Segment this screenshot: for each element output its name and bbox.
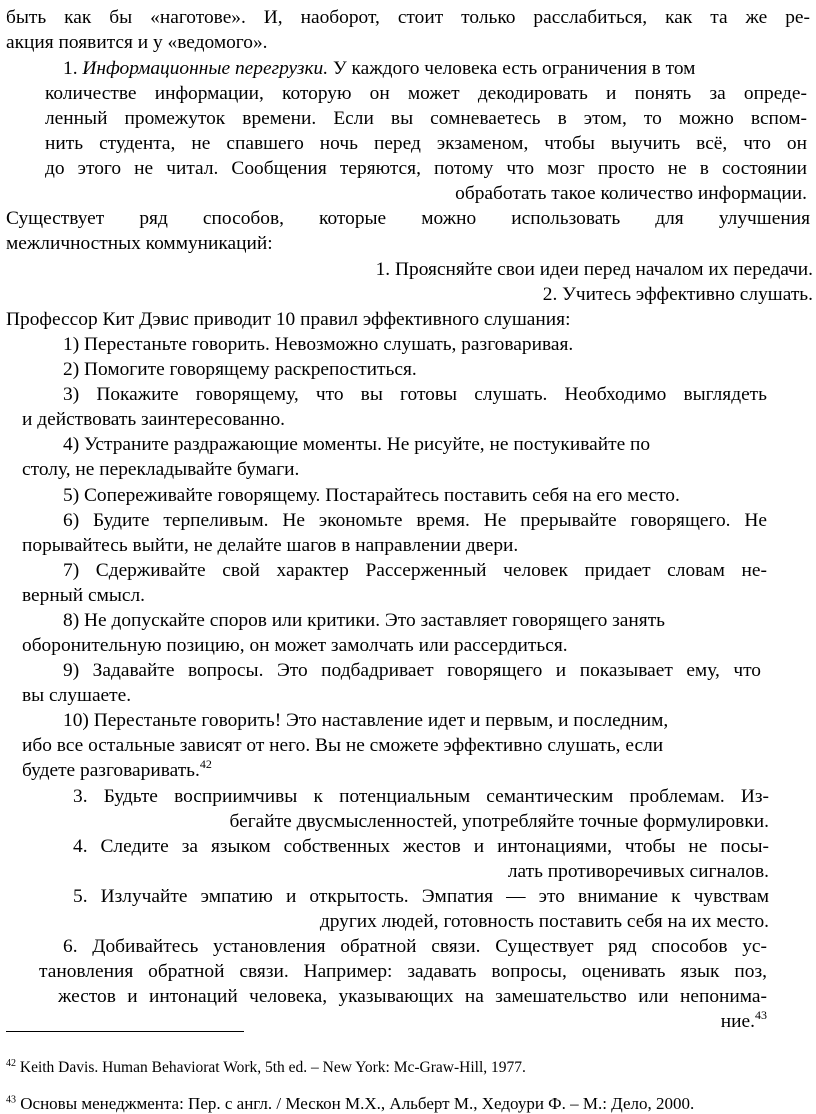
footnote-mark: 43 <box>6 1094 16 1106</box>
rule-5: 5) Сопереживайте говорящему. Постарайтесь поставить себя на его место. <box>63 485 680 506</box>
rule-10-cont: ибо все остальные зависят от него. Вы не сможете эффективно слушать, если <box>22 735 664 756</box>
rule-1: 1) Перестаньте говорить. Невозможно слушать, разговаривая. <box>63 334 574 355</box>
list-number: 1. <box>63 58 78 79</box>
method-5-cont: других людей, готовность поставить себя на их место. <box>319 911 769 932</box>
text-line: обработать такое количество информации. <box>455 183 807 204</box>
method-4: 4. Следите за языком собственных жестов и интонациями, чтобы не посы- <box>73 836 769 857</box>
footnote-mark: 42 <box>6 1057 16 1069</box>
rule-3-cont: и действовать заинтересованно. <box>22 409 286 430</box>
footnote-separator <box>6 1031 244 1032</box>
footnote-43 <box>6 1094 694 1114</box>
rule-8: 8) Не допускайте споров или критики. Это заставляет говорящего занять <box>63 610 666 631</box>
text-line: количестве информации, которую он может декодировать и понять за опреде- <box>45 83 807 104</box>
rule-4-cont: столу, не перекладывайте бумаги. <box>22 459 300 480</box>
rule-6: 6) Будите терпеливым. Не экономьте время. Не прерывайте говорящего. Не <box>63 510 767 531</box>
rule-8-cont: оборонительную позицию, он может замолчать или рассердиться. <box>22 635 568 656</box>
method-2: 2. Учитесь эффективно слушать. <box>542 284 813 305</box>
method-3-cont: бегайте двусмысленностей, употребляйте точные формулировки. <box>229 811 769 832</box>
davis-intro: Профессор Кит Дэвис приводит 10 правил эффективного слушания: <box>6 309 571 330</box>
text-line: ленный промежуток времени. Если вы сомневаетесь в этом, то можно вспом- <box>45 108 807 129</box>
text-line: до этого не читал. Сообщения теряются, потому что мозг просто не в состоянии <box>45 158 807 179</box>
footnote-ref[interactable]: 42 <box>199 756 212 771</box>
rule-9-cont: вы слушаете. <box>22 685 132 706</box>
rule-7: 7) Сдерживайте свой характер Рассерженный человек придает словам не- <box>63 560 767 581</box>
footnote-ref[interactable]: 43 <box>755 1007 767 1022</box>
footnote-text: Основы менеджмента: Пер. с англ. / Мескон М.Х., Альберт М., Хедоури Ф. – М.: Дело, 2000. <box>20 1094 695 1113</box>
text-fragment: ние. <box>720 1011 755 1032</box>
method-4-cont: лать противоречивых сигналов. <box>507 861 769 882</box>
method-5: 5. Излучайте эмпатию и открытость. Эмпатия — это внимание к чувствам <box>73 886 769 907</box>
rule-10: 10) Перестаньте говорить! Это наставление идет и первым, и последним, <box>63 710 669 731</box>
text-line: нить студента, не спавшего ночь перед экзаменом, чтобы выучить всё, что он <box>45 133 807 154</box>
rule-3: 3) Покажите говорящему, что вы готовы слушать. Необходимо выглядеть <box>63 384 767 405</box>
method-1: 1. Проясняйте свои идеи перед началом их передачи. <box>375 259 813 280</box>
footnote-42 <box>6 1059 526 1077</box>
rule-4: 4) Устраните раздражающие моменты. Не рисуйте, не постукивайте по <box>63 434 651 455</box>
list-item-information-overload <box>63 57 807 81</box>
text-line: межличностных коммуникаций: <box>6 233 273 254</box>
rule-9: 9) Задавайте вопросы. Это подбадривает говорящего и показывает ему, что <box>63 660 761 681</box>
text-line: быть как бы «наготове». И, наоборот, стоит только расслабиться, как та же ре- <box>6 7 810 28</box>
method-3: 3. Будьте восприимчивы к потенциальным семантическим проблемам. Из- <box>73 786 769 807</box>
text-fragment: У каждого человека есть ограничения в том <box>332 58 696 79</box>
rule-10-cont <box>22 756 212 783</box>
text-line: Существует ряд способов, которые можно использовать для улучшения <box>6 208 810 229</box>
rule-2: 2) Помогите говорящему раскрепоститься. <box>63 359 417 380</box>
footnote-text: Keith Davis. Human Behaviorat Work, 5th ed. – New York: Mc-Graw-Hill, 1977. <box>19 1058 526 1076</box>
rule-6-cont: порывайтесь выйти, не делайте шагов в направлении двери. <box>22 535 519 556</box>
text-fragment: будете разговаривать. <box>22 760 200 781</box>
method-6-cont: тановления обратной связи. Например: задавать вопросы, оценивать язык поз, <box>39 961 767 982</box>
italic-term: Информационные перегрузки. <box>82 58 329 79</box>
method-6: 6. Добивайтесь установления обратной связи. Существует ряд способов ус- <box>63 936 767 957</box>
rule-7-cont: верный смысл. <box>22 585 146 606</box>
text-line: акция появится и у «ведомого». <box>6 32 268 53</box>
method-6-cont: жестов и интонаций человека, указывающих на замешательство или непонима- <box>58 986 767 1007</box>
